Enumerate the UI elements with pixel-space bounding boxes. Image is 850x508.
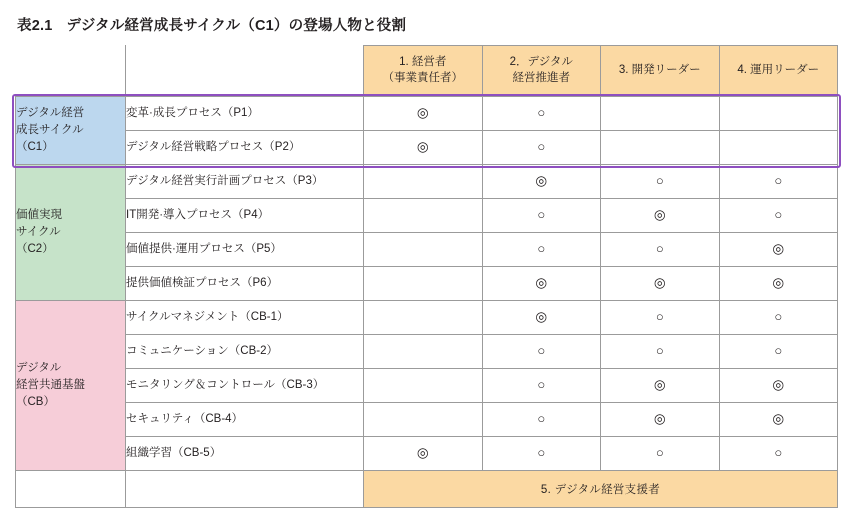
- single-circle-icon: ○: [655, 445, 664, 461]
- role-mark-cell: [719, 437, 838, 471]
- role-mark-cell: [364, 301, 483, 335]
- table-row: [16, 437, 838, 471]
- single-circle-icon: ○: [655, 309, 664, 325]
- double-circle-icon: ◎: [653, 377, 666, 393]
- single-circle-icon: ○: [537, 343, 546, 359]
- single-circle-icon: ○: [537, 445, 546, 461]
- double-circle-icon: ◎: [416, 445, 429, 461]
- group-label-line: （CB）: [16, 395, 55, 408]
- table-row: [16, 403, 838, 437]
- role-mark-cell: [364, 131, 483, 165]
- double-circle-icon: ◎: [772, 241, 785, 257]
- role-mark-cell: [364, 199, 483, 233]
- group-label-line: デジタル経営: [16, 107, 85, 120]
- role-mark-cell: [601, 437, 720, 471]
- role-mark-cell: [601, 267, 720, 301]
- process-label: サイクルマネジメント（CB-1）: [126, 301, 364, 335]
- role-mark-cell: [601, 131, 720, 165]
- column-header-role-1-line2: （事業責任者）: [382, 72, 463, 84]
- role-mark-cell: [719, 165, 838, 199]
- process-label: 提供価値検証プロセス（P6）: [126, 267, 364, 301]
- role-mark-cell: [719, 267, 838, 301]
- header-corner-process: [126, 46, 364, 97]
- double-circle-icon: ◎: [653, 411, 666, 427]
- caption-number: 表2.1: [17, 18, 53, 34]
- double-circle-icon: ◎: [535, 275, 548, 291]
- role-mark-cell: [719, 403, 838, 437]
- double-circle-icon: ◎: [772, 377, 785, 393]
- role-mark-cell: [482, 403, 601, 437]
- column-header-role-3-line1: 3. 開発リーダー: [618, 64, 701, 77]
- role-mark-cell: [364, 233, 483, 267]
- group-label-line: デジタル: [16, 362, 62, 375]
- role-mark-cell: [482, 437, 601, 471]
- group-label-line: 経営共通基盤: [16, 379, 85, 392]
- role-mark-cell: [482, 335, 601, 369]
- single-circle-icon: ○: [655, 173, 664, 189]
- single-circle-icon: ○: [537, 241, 546, 257]
- role-mark-cell: [364, 403, 483, 437]
- double-circle-icon: ◎: [772, 411, 785, 427]
- role-mark-cell: [482, 233, 601, 267]
- table-header: [16, 46, 838, 97]
- group-label-line: 価値実現: [16, 209, 62, 222]
- process-label: 価値提供·運用プロセス（P5）: [126, 233, 364, 267]
- role-mark-cell: [482, 199, 601, 233]
- header-row: [16, 46, 838, 97]
- double-circle-icon: ◎: [535, 309, 548, 325]
- column-header-role-2: [482, 46, 601, 97]
- single-circle-icon: ○: [537, 207, 546, 223]
- role-mark-cell: [482, 369, 601, 403]
- double-circle-icon: ◎: [416, 105, 429, 121]
- double-circle-icon: ◎: [653, 207, 666, 223]
- role-mark-cell: [482, 267, 601, 301]
- single-circle-icon: ○: [655, 343, 664, 359]
- role-mark-cell: [601, 369, 720, 403]
- single-circle-icon: ○: [774, 309, 783, 325]
- double-circle-icon: ◎: [772, 275, 785, 291]
- role-mark-cell: [719, 199, 838, 233]
- column-header-role-1: [364, 46, 483, 97]
- group-label-c2: [16, 165, 126, 301]
- group-label-c1: [16, 97, 126, 165]
- single-circle-icon: ○: [537, 377, 546, 393]
- footer-blank-process: [126, 471, 364, 508]
- single-circle-icon: ○: [774, 207, 783, 223]
- double-circle-icon: ◎: [535, 173, 548, 189]
- role-mark-cell: [364, 165, 483, 199]
- table-row: [16, 301, 838, 335]
- table-row: [16, 267, 838, 301]
- single-circle-icon: ○: [537, 105, 546, 121]
- role-mark-cell: [719, 335, 838, 369]
- process-label: IT開発·導入プロセス（P4）: [126, 199, 364, 233]
- role-mark-cell: [364, 335, 483, 369]
- role-mark-cell: [601, 335, 720, 369]
- role-mark-cell: [482, 97, 601, 131]
- single-circle-icon: ○: [537, 411, 546, 427]
- group-label-line: 成長サイクル: [16, 124, 84, 137]
- single-circle-icon: ○: [774, 173, 783, 189]
- process-label: セキュリティ（CB-4）: [126, 403, 364, 437]
- single-circle-icon: ○: [774, 445, 783, 461]
- process-label: デジタル経営実行計画プロセス（P3）: [126, 165, 364, 199]
- group-label-line: サイクル: [16, 226, 61, 239]
- role-mark-cell: [601, 199, 720, 233]
- role-mark-cell: [601, 403, 720, 437]
- role-mark-cell: [364, 267, 483, 301]
- single-circle-icon: ○: [537, 139, 546, 155]
- process-label: 組織学習（CB-5）: [126, 437, 364, 471]
- group-label-cb: [16, 301, 126, 471]
- role-mark-cell: [364, 97, 483, 131]
- role-mark-cell: [482, 165, 601, 199]
- table-body: [16, 97, 838, 471]
- role-mark-cell: [482, 131, 601, 165]
- role-mark-cell: [364, 437, 483, 471]
- footer-blank-group: [16, 471, 126, 508]
- footer-band-label: 5. デジタル経営支援者: [364, 471, 838, 508]
- role-mark-cell: [601, 233, 720, 267]
- process-label: コミュニケーション（CB-2）: [126, 335, 364, 369]
- single-circle-icon: ○: [655, 241, 664, 257]
- group-label-line: （C2）: [16, 242, 54, 255]
- table-row: [16, 199, 838, 233]
- table-row: [16, 233, 838, 267]
- process-label: モニタリング＆コントロール（CB-3）: [126, 369, 364, 403]
- role-mark-cell: [719, 301, 838, 335]
- table-caption: [17, 14, 836, 35]
- double-circle-icon: ◎: [416, 139, 429, 155]
- column-header-role-4: [719, 46, 838, 97]
- group-label-line: （C1）: [16, 140, 54, 153]
- header-corner-group: [16, 46, 126, 97]
- footer-row: [16, 471, 838, 508]
- table-footer: [16, 471, 838, 508]
- role-mark-cell: [719, 97, 838, 131]
- table-row: [16, 369, 838, 403]
- column-header-role-2-line2: 経営推進者: [512, 72, 570, 84]
- column-header-role-2-line1: 2．デジタル: [509, 56, 573, 69]
- role-mark-cell: [601, 301, 720, 335]
- double-circle-icon: ◎: [653, 275, 666, 291]
- table-row: [16, 97, 838, 131]
- column-header-role-4-line1: 4. 運用リーダー: [737, 64, 820, 77]
- table-row: [16, 335, 838, 369]
- caption-title: デジタル経営成長サイクル（C1）の登場人物と役割: [66, 18, 407, 34]
- column-header-role-1-line1: 1. 経営者: [399, 56, 447, 69]
- role-mark-cell: [719, 233, 838, 267]
- role-mark-cell: [719, 131, 838, 165]
- process-label: デジタル経営戦略プロセス（P2）: [126, 131, 364, 165]
- table-row: [16, 165, 838, 199]
- process-label: 変革·成長プロセス（P1）: [126, 97, 364, 131]
- role-mark-cell: [601, 97, 720, 131]
- table-row: [16, 131, 838, 165]
- role-mark-cell: [719, 369, 838, 403]
- role-mark-cell: [482, 301, 601, 335]
- role-mark-cell: [601, 165, 720, 199]
- roles-matrix-table: [15, 45, 838, 508]
- single-circle-icon: ○: [774, 343, 783, 359]
- column-header-role-3: [601, 46, 720, 97]
- role-mark-cell: [364, 369, 483, 403]
